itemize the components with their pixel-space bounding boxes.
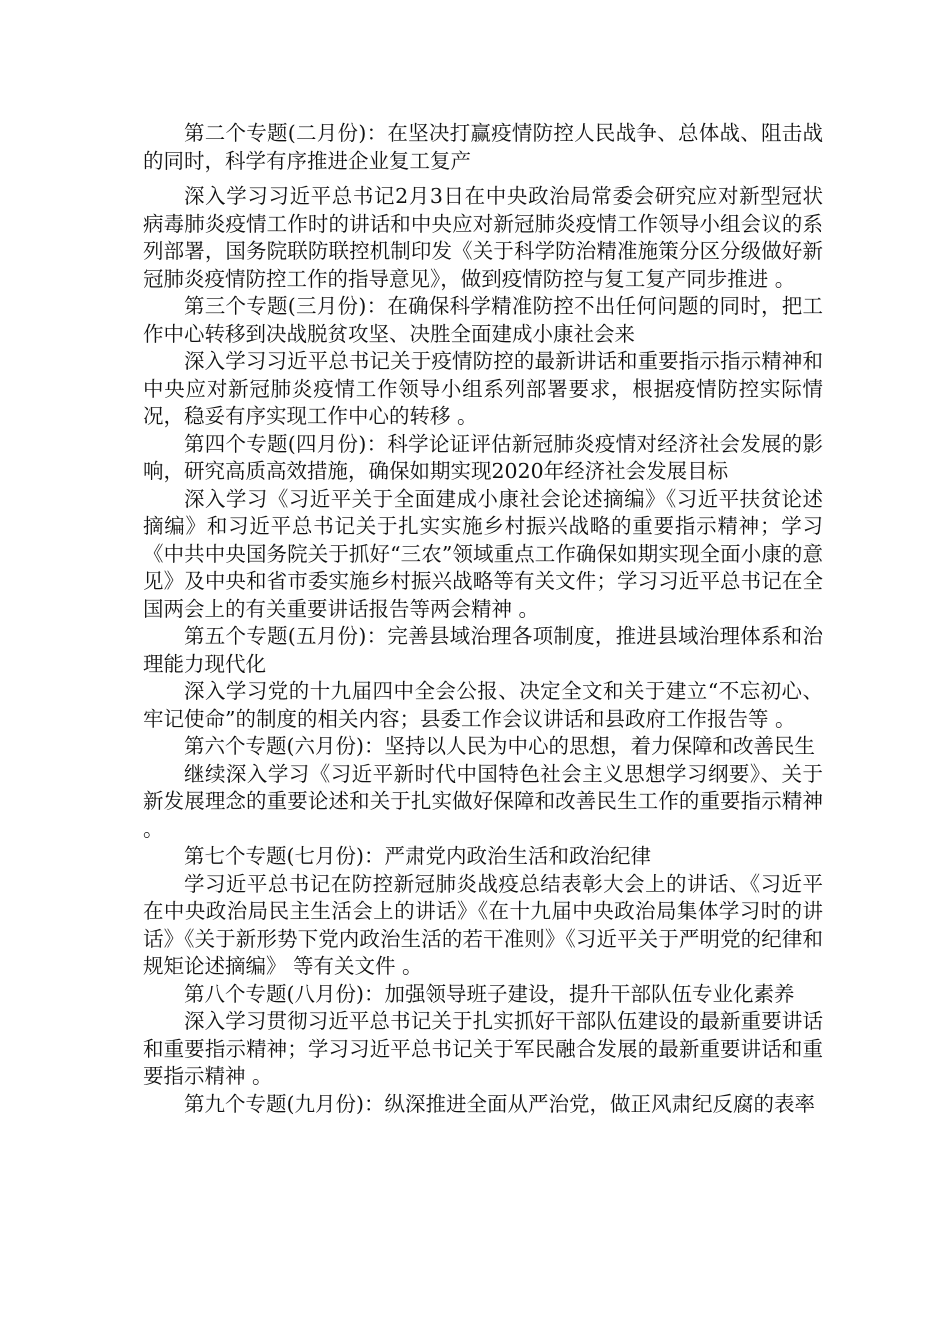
topic-heading-6: 第六个专题(六月份)：坚持以人民为中心的思想，着力保障和改善民生 — [184, 734, 815, 758]
topic-heading-9: 第九个专题(九月份)：纵深推进全面从严治党，做正风肃纪反腐的表率 — [184, 1091, 815, 1116]
topic-content-6: 继续深入学习《习近平新时代中国特色社会主义思想学习纲要》、关于新发展理念的重要论述和关于扎实做好保障和改善民生工作的重要指示精神 。 — [143, 761, 823, 841]
topic-heading-4: 第四个专题(四月份)：科学论证评估新冠肺炎疫情对经济社会发展的影响，研究高质高效措施，确保如期实现2020年经济社会发展目标 — [143, 431, 823, 483]
topic-content-2: 深入学习习近平总书记2月3日在中央政治局常委会研究应对新型冠状病毒肺炎疫情工作时的讲话和中央应对新冠肺炎疫情工作领导小组会议的系列部署，国务院联防联控机制印发《关于科学防治精准施策分区分级做好新冠肺炎疫情防控工作的指导意见》，做到疫情防控与复工复产同步推进 。 — [143, 184, 823, 291]
topic-heading-5: 第五个专题(五月份)：完善县域治理各项制度，推进县域治理体系和治理能力现代化 — [143, 624, 823, 676]
topic-content-8: 深入学习贯彻习近平总书记关于扎实抓好干部队伍建设的最新重要讲话和重要指示精神；学习习近平总书记关于军民融合发展的最新重要讲话和重要指示精神 。 — [143, 1009, 823, 1088]
topic-heading-8: 第八个专题(八月份)：加强领导班子建设，提升干部队伍专业化素养 — [184, 981, 795, 1006]
topic-heading-7: 第七个专题(七月份)：严肃党内政治生活和政治纪律 — [184, 844, 651, 868]
topic-content-3: 深入学习习近平总书记关于疫情防控的最新讲话和重要指示指示精神和中央应对新冠肺炎疫情工作领导小组系列部署要求，根据疫情防控实际情况，稳妥有序实现工作中心的转移 。 — [143, 349, 823, 428]
topic-heading-2: 第二个专题(二月份)：在坚决打赢疫情防控人民战争、总体战、阻击战的同时，科学有序推进企业复工复产 — [143, 121, 823, 173]
topic-content-4: 深入学习《习近平关于全面建成小康社会论述摘编》《习近平扶贫论述摘编》和习近平总书记关于扎实实施乡村振兴战略的重要指示精神；学习《中共中央国务院关于抓好“三农”领域重点工作确保如期实现全面小康的意见》及中央和省市委实施乡村振兴战略等有关文件；学习习近平总书记在全国两会上的有关重要讲话报告等两会精神 。 — [143, 486, 823, 621]
document-body — [143, 120, 823, 1118]
topic-content-5: 深入学习党的十九届四中全会公报、决定全文和关于建立“不忘初心、牢记使命”的制度的相关内容；县委工作会议讲话和县政府工作报告等 。 — [143, 679, 823, 731]
topic-heading-3: 第三个专题(三月份)：在确保科学精准防控不出任何问题的同时，把工作中心转移到决战脱贫攻坚、决胜全面建成小康社会来 — [143, 294, 823, 346]
topic-content-7: 学习近平总书记在防控新冠肺炎战疫总结表彰大会上的讲话、《习近平在中央政治局民主生活会上的讲话》《在十九届中央政治局集体学习时的讲话》《关于新形势下党内政治生活的若干准则》《习近平关于严明党的纪律和规矩论述摘编》 等有关文件 。 — [143, 871, 823, 978]
